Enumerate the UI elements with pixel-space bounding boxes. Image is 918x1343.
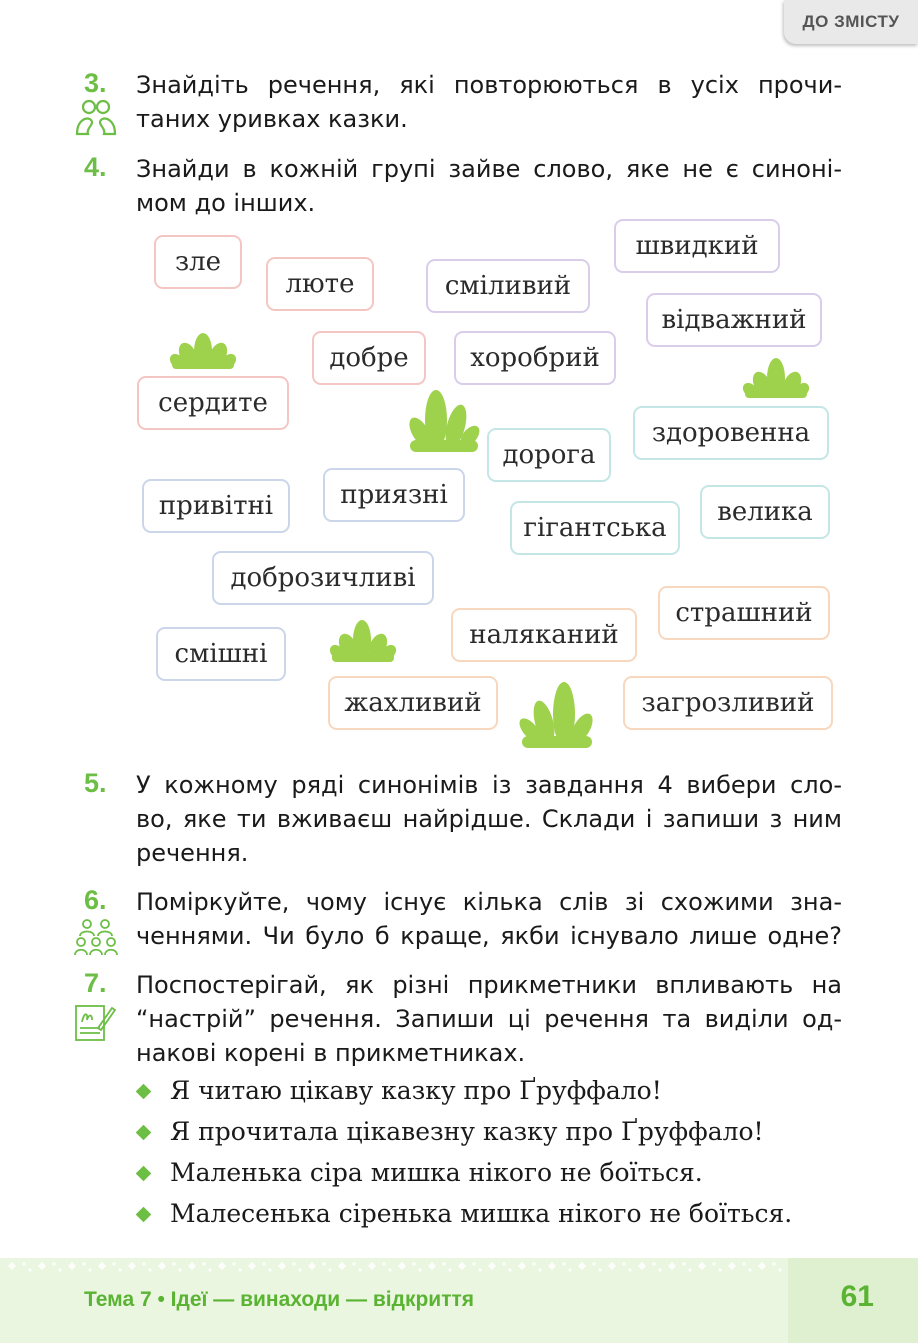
word-card: люте [266,257,374,311]
diamond-bullet-icon [136,1125,152,1141]
word-card: хоробрий [454,331,616,385]
task-number: 4. [84,152,107,182]
list-item: Я читаю цікаву казку про Ґруффало! [136,1076,792,1117]
toc-button[interactable]: ДО ЗМІСТУ [784,0,918,44]
word-card: привітні [142,479,290,533]
topic-title: Тема 7 • Ідеї — винаходи — відкриття [84,1288,475,1311]
task-number: 3. [84,68,107,98]
grass-bush-icon [516,676,598,748]
group-work-icon [74,918,118,962]
page-number: 61 [840,1280,874,1313]
task-text-line: накові корені в прикметниках. [136,1039,526,1067]
task-text-line: во, яке ти вживаєш найрідше. Склади і запиши з ним [136,805,842,833]
footer-ornament [0,1258,918,1282]
task-number: 6. [84,885,107,915]
task-text-line: мом до інших. [136,189,316,217]
list-item: Малесенька сіренька мишка нікого не боїться. [136,1199,792,1240]
list-item: Маленька сіра мишка нікого не боїться. [136,1158,792,1199]
task-text-line: ченнями. Чи було б краще, якби існувало лише одне? [136,922,842,950]
word-card: страшний [658,586,830,640]
task-text-line: Знайдіть речення, які повторюються в усіх прочи- [136,71,842,99]
word-card: наляканий [451,608,637,662]
word-card: здоровенна [633,406,829,460]
grass-bush-icon [404,382,484,452]
grass-bush-icon [740,352,812,398]
word-card: велика [700,485,830,539]
list-item: Я прочитала цікавезну казку про Ґруффало! [136,1117,792,1158]
sentence-list [136,1076,792,1240]
word-card: жахливий [328,676,498,730]
task-text-line: речення. [136,839,249,867]
word-card: зле [154,235,242,289]
word-card: смішні [156,627,286,681]
diamond-bullet-icon [136,1084,152,1100]
writing-icon [74,1002,116,1046]
task-text-line: “настрій” речення. Запиши ці речення та виділи од- [136,1005,842,1033]
task-number: 7. [84,968,107,998]
word-card: доброзичливі [212,551,434,605]
word-card: загрозливий [623,676,833,730]
grass-bush-icon [328,614,398,662]
task-text-line: Поміркуйте, чому існує кілька слів зі схожими зна- [136,888,842,916]
word-card: дорога [487,428,611,482]
word-card: відважний [646,293,822,347]
task-text-line: таних уривках казки. [136,105,408,133]
pair-work-icon [74,98,118,142]
task-number: 5. [84,768,107,798]
page-footer [0,1258,918,1343]
task-text-line: У кожному ряді синонімів із завдання 4 вибери сло- [136,771,842,799]
grass-bush-icon [168,325,238,369]
diamond-bullet-icon [136,1207,152,1223]
task-text-line: Знайди в кожній групі зайве слово, яке не є синоні- [136,155,842,183]
diamond-bullet-icon [136,1166,152,1182]
word-card: швидкий [614,219,780,273]
word-card: добре [312,331,426,385]
word-card: гігантська [510,501,680,555]
word-card: сердите [137,376,289,430]
task-text-line: Поспостерігай, як різні прикметники впливають на [136,971,842,999]
word-card: приязні [323,468,465,522]
word-card: сміливий [426,259,590,313]
